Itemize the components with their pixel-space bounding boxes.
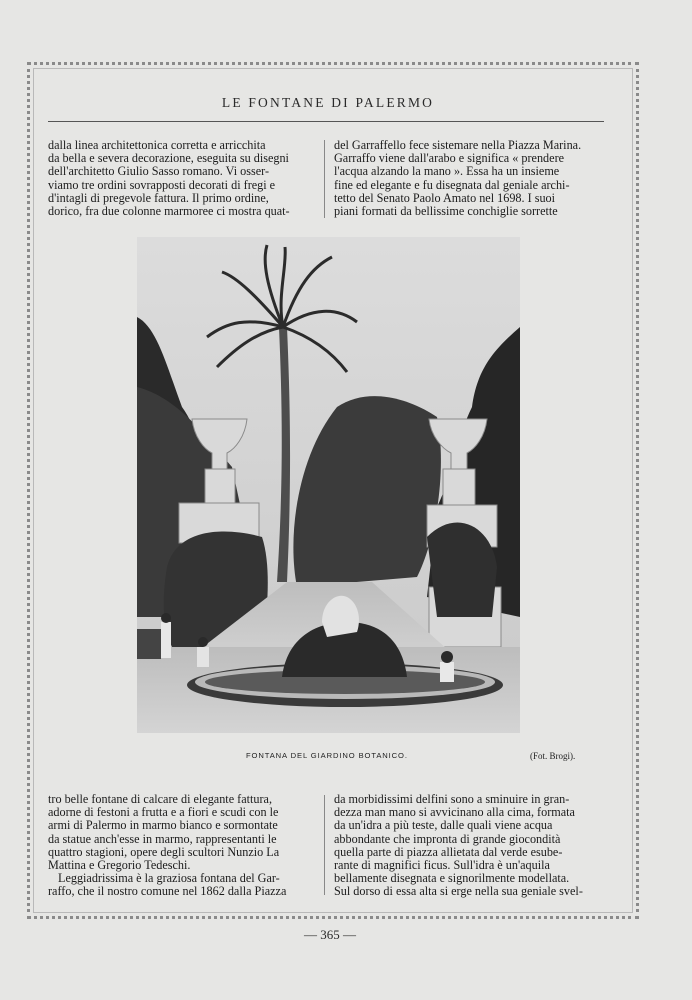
text-line: dell'architetto Giulio Sasso romano. Vi osser-	[48, 164, 270, 179]
text-line: Garraffo viene dall'arabo e significa « prendere	[334, 151, 565, 166]
title-rule	[48, 121, 604, 122]
text-line: adorne di festoni a frutta e a fiori e scudi con le	[48, 805, 279, 820]
text-line: d'intagli di pregevole fattura. Il primo ordine,	[48, 190, 269, 205]
text-column-top-left	[48, 139, 316, 218]
text-line: rante di magnifici ficus. Sull'idra è un'aquila	[334, 858, 550, 873]
text-line: da morbidissimi delfini sono a sminuire in gran-	[334, 792, 570, 806]
text-line: dezza man mano si avvicinano alla cima, formata	[334, 805, 575, 820]
text-line: da statue anch'esse in marmo, rappresentanti le	[48, 831, 277, 846]
running-title: LE FONTANE DI PALERMO	[221, 95, 435, 110]
text-line: da bella e severa decorazione, eseguita su disegni	[48, 151, 289, 166]
text-line: da un'idra a più teste, dalle quali viene acqua	[334, 818, 553, 833]
text-line: tro belle fontane di calcare di elegante fattura,	[48, 792, 272, 806]
text-line: piani formati da bellissime conchiglie sorrette	[334, 204, 558, 219]
text-line: abbondante che impronta di grande giocondità	[334, 831, 561, 846]
text-line: viamo tre ordini sovrapposti decorati di fregi e	[48, 177, 276, 192]
text-line: l'acqua alzando la mano ». Essa ha un insieme	[334, 164, 560, 179]
text-line: bellamente disegnata e signorilmente modellata.	[334, 871, 570, 886]
photo-credit: (Fot. Brogi).	[530, 751, 576, 761]
text-line: raffo, che il nostro comune nel 1862 dalla Piazza	[48, 884, 287, 899]
text-line: tetto del Senato Paolo Amato nel 1698. I suoi	[334, 190, 556, 205]
fountain-photograph	[137, 237, 520, 733]
text-line: quella parte di piazza allietata dal verde esube-	[334, 844, 563, 859]
text-line: Sul dorso di essa alta si erge nella sua geniale svel-	[334, 884, 583, 899]
text-line: fine ed elegante e fu disegnata dal geniale archi-	[334, 177, 570, 192]
text-line: dorico, fra due colonne marmoree ci mostra quat-	[48, 204, 290, 219]
text-line: Mattina e Gregorio Tedeschi.	[48, 858, 191, 873]
figure-caption: FONTANA DEL GIARDINO BOTANICO.	[246, 751, 408, 760]
column-divider-top	[324, 140, 325, 218]
text-line: quattro stagioni, opere degli scultori Nunzio La	[48, 844, 280, 859]
page-number: — 365 —	[304, 927, 356, 942]
text-line: Leggiadrissima è la graziosa fontana del Gar-	[58, 871, 280, 886]
text-line: dalla linea architettonica corretta e arricchita	[48, 138, 266, 152]
text-column-bottom-right	[334, 793, 604, 899]
text-line: del Garraffello fece sistemare nella Piazza Marina.	[334, 138, 582, 152]
text-line: armi di Palermo in marmo bianco e sormontate	[48, 818, 278, 833]
text-column-bottom-left	[48, 793, 318, 899]
text-column-top-right	[334, 139, 604, 218]
column-divider-bottom	[324, 795, 325, 895]
